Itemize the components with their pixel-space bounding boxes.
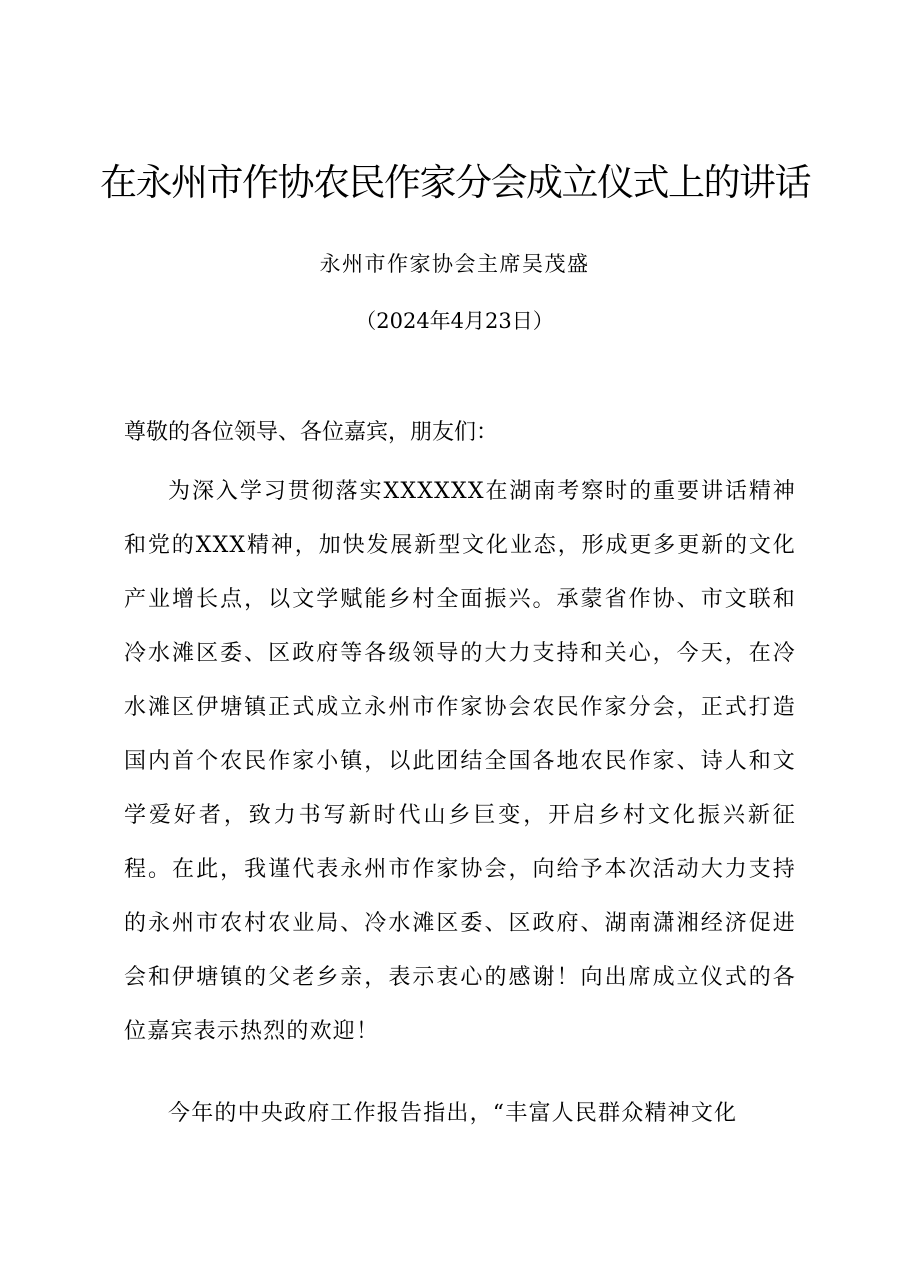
paragraph: 今年的中央政府工作报告指出，“丰富人民群众精神文化 [168,1101,738,1126]
document-title: 在永州市作协农民作家分会成立仪式上的讲话 [100,161,810,204]
paragraph: 为深入学习贯彻落实XXXXXX在湖南考察时的重要讲话精神和党的XXX精神，加快发展新型文化业态，形成更多更新的文化产业增长点，以文学赋能乡村全面振兴。承蒙省作协、市文联和冷水滩区委、区政府等各级领导的大力支持和关心，今天，在冷水滩区伊塘镇正式成立永州市作家协会农民作家分会，正式打造国内首个农民作家小镇，以此团结全国各地农民作家、诗人和文学爱好者，致力书写新时代山乡巨变，开启乡村文化振兴新征程。在此，我谨代表永州市作家协会，向给予本次活动大力支持的永州市农村农业局、冷水滩区委、区政府、湖南潇湘经济促进会和伊塘镇的父老乡亲，表示衷心的感谢！向出席成立仪式的各位嘉宾表示热烈的欢迎！ [124,479,796,1044]
document-author: 永州市作家协会主席吴茂盛 [319,252,590,276]
document-date: （2024年4月23日） [355,309,554,333]
salutation: 尊敬的各位领导、各位嘉宾，朋友们： [124,420,499,445]
